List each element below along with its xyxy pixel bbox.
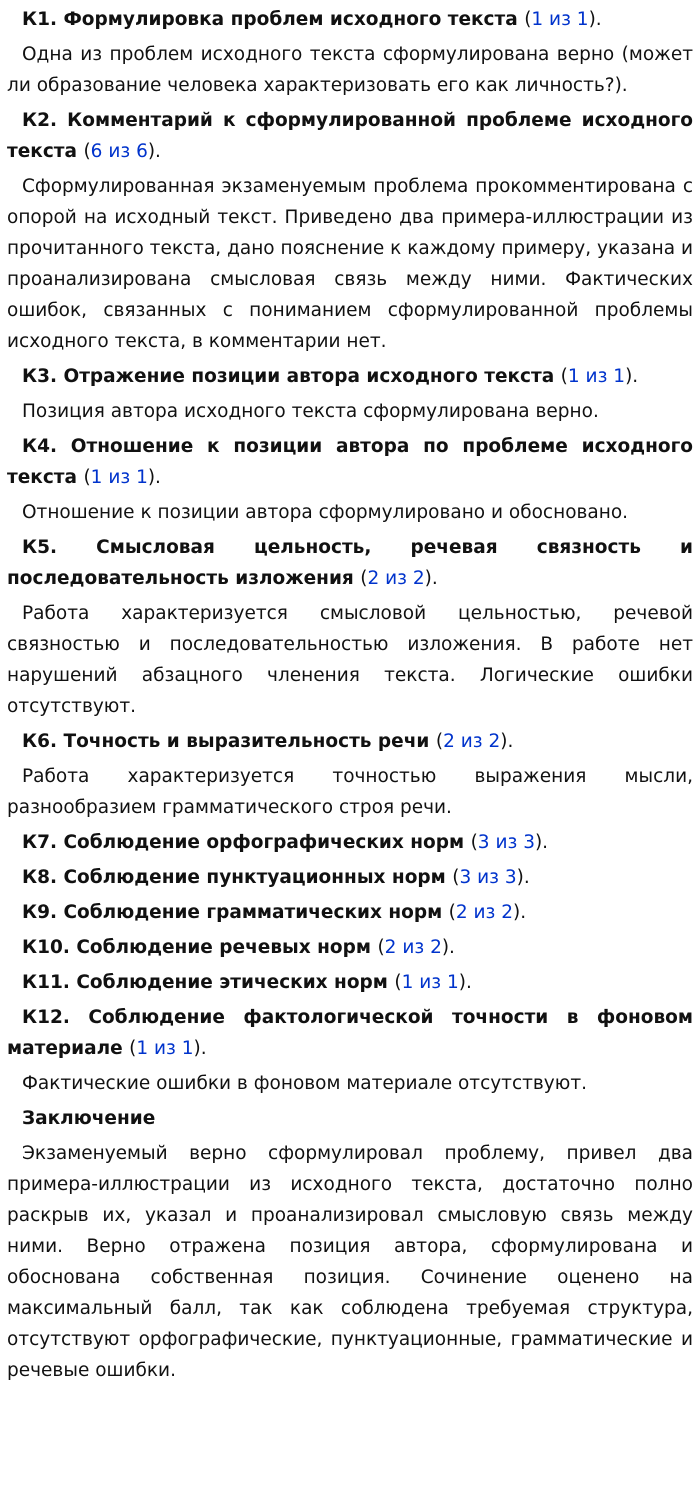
criterion-title: К6. Точность и выразительность речи (22, 731, 430, 752)
criterion-score: 2 из 2 (367, 568, 425, 589)
criterion-title: К12. Соблюдение фактологической точности в фоновом материале (7, 1007, 693, 1059)
criterion-comment-k2: Сформулированная экзаменуемым проблема прокомментирована с опорой на исходный текст. Приведено два примера-иллюстрации из прочитанного текста, дано пояснение к каждому примеру, указана и проанализирована смысловая связь между ними. Фактических ошибок, связанных с пониманием сформулированной проблемы исходного текста, в комментарии нет. (7, 176, 693, 352)
criterion-score: 1 из 1 (136, 1038, 194, 1059)
criterion-heading-k3: К3. Отражение позиции автора исходного текста (1 из 1). (22, 366, 639, 387)
criterion-score: 6 из 6 (90, 141, 148, 162)
criterion-heading-k6: К6. Точность и выразительность речи (2 из 2). (22, 731, 514, 752)
criterion-comment-k6: Работа характеризуется точностью выражения мысли, разнообразием грамматического строя речи. (7, 766, 693, 818)
criterion-score: 2 из 2 (443, 731, 501, 752)
criterion-heading-k5: К5. Смысловая цельность, речевая связность и последовательность изложения (2 из 2). (7, 537, 693, 589)
criterion-title: К2. Комментарий к сформулированной проблеме исходного текста (7, 110, 693, 162)
criterion-score: 2 из 2 (455, 902, 514, 923)
criterion-title: К1. Формулировка проблем исходного текста (22, 9, 518, 30)
criterion-heading-k8: К8. Соблюдение пунктуационных норм (3 из 3). (22, 867, 530, 888)
criterion-heading-k4: К4. Отношение к позиции автора по проблеме исходного текста (1 из 1). (7, 436, 693, 488)
criterion-comment-k5: Работа характеризуется смысловой цельностью, речевой связностью и последовательностью изложения. В работе нет нарушений абзацного членения текста. Логические ошибки отсутствуют. (7, 603, 693, 717)
criterion-title: К9. Соблюдение грамматических норм (22, 902, 443, 923)
criterion-comment-k12: Фактические ошибки в фоновом материале отсутствуют. (22, 1073, 587, 1094)
criterion-score: 2 из 2 (384, 937, 442, 958)
criterion-heading-k1: К1. Формулировка проблем исходного текста (1 из 1). (22, 9, 602, 30)
criterion-score: 1 из 1 (531, 9, 589, 30)
criterion-heading-k7: К7. Соблюдение орфографических норм (3 из 3). (22, 832, 549, 853)
criterion-score: 3 из 3 (459, 867, 517, 888)
criterion-heading-k2: К2. Комментарий к сформулированной проблеме исходного текста (6 из 6). (7, 110, 693, 162)
criterion-heading-k11: К11. Соблюдение этических норм (1 из 1). (22, 972, 472, 993)
criterion-title: К3. Отражение позиции автора исходного текста (22, 366, 555, 387)
criterion-title: К5. Смысловая цельность, речевая связность и последовательность изложения (7, 537, 693, 589)
criterion-comment-k3: Позиция автора исходного текста сформулирована верно. (22, 401, 599, 422)
conclusion-text: Экзаменуемый верно сформулировал проблему, привел два примера-иллюстрации из исходного текста, достаточно полно раскрыв их, указал и проанализировал смысловую связь между ними. Верно отражена позиция автора, сформулирована и обоснована собственная позиция. Сочинение оценено на максимальный балл, так как соблюдена требуемая структура, отсутствуют орфографические, пунктуационные, грамматические и речевые ошибки. (7, 1143, 693, 1381)
criterion-heading-k9: К9. Соблюдение грамматических норм (2 из 2). (22, 902, 527, 923)
criterion-title: К8. Соблюдение пунктуационных норм (22, 867, 446, 888)
criterion-comment-k1: Одна из проблем исходного текста сформулирована верно (может ли образование человека характеризовать его как личность?). (7, 44, 693, 96)
criterion-title: К7. Соблюдение орфографических норм (22, 832, 465, 853)
criterion-score: 1 из 1 (401, 972, 459, 993)
criterion-title: К4. Отношение к позиции автора по проблеме исходного текста (7, 436, 693, 488)
criterion-score: 3 из 3 (477, 832, 535, 853)
criterion-title: К10. Соблюдение речевых норм (22, 937, 371, 958)
criterion-title: К11. Соблюдение этических норм (22, 972, 388, 993)
criterion-score: 1 из 1 (90, 467, 148, 488)
criterion-heading-k10: К10. Соблюдение речевых норм (2 из 2). (22, 937, 455, 958)
criterion-heading-k12: К12. Соблюдение фактологической точности в фоновом материале (1 из 1). (7, 1007, 693, 1059)
conclusion-heading: Заключение (22, 1108, 156, 1129)
criterion-score: 1 из 1 (567, 366, 626, 387)
criterion-comment-k4: Отношение к позиции автора сформулировано и обосновано. (22, 502, 629, 523)
